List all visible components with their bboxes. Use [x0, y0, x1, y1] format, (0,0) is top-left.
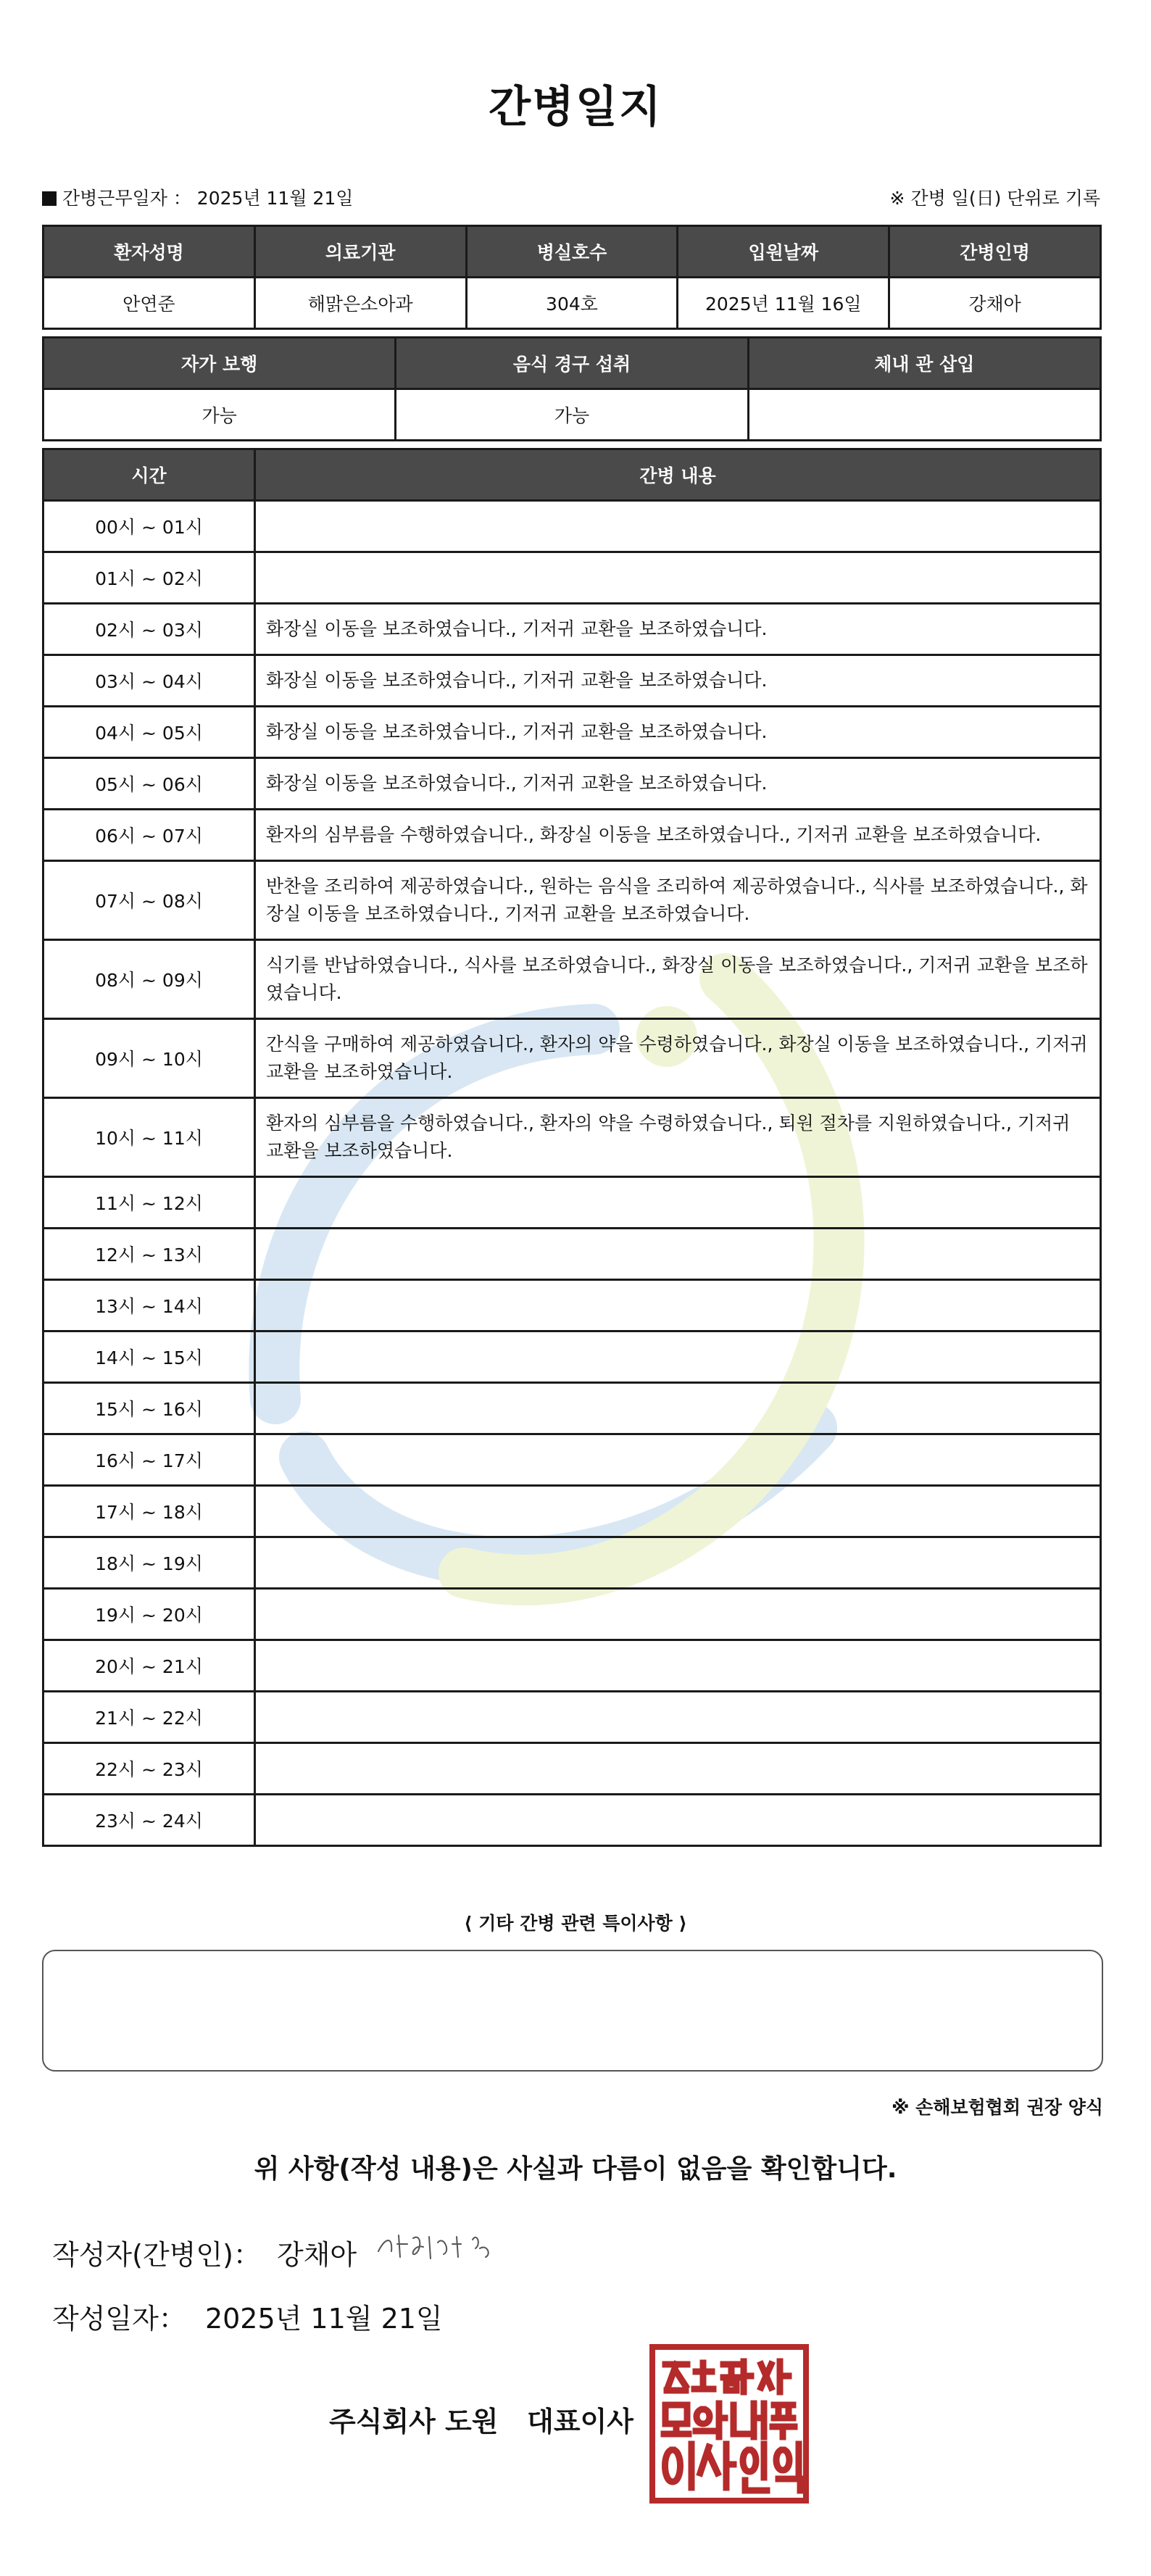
patient-ability-table	[42, 336, 1102, 441]
value-admission-date: 2025년 11월 16일	[678, 278, 889, 329]
confirmation-statement: 위 사항(작성 내용)은 사실과 다름이 없음을 확인합니다.	[254, 2154, 897, 2184]
care-log-row	[43, 1434, 1101, 1486]
care-log-content: 간식을 구매하여 제공하였습니다., 환자의 약을 수령하였습니다., 화장실 이동을 보조하였습니다., 기저귀 교환을 보조하였습니다.	[255, 1019, 1101, 1098]
care-log-content	[255, 1743, 1101, 1795]
care-log-header-row	[43, 449, 1101, 501]
care-log-row	[43, 1229, 1101, 1280]
care-log-row	[43, 501, 1101, 552]
care-log-content: 화장실 이동을 보조하였습니다., 기저귀 교환을 보조하였습니다.	[255, 604, 1101, 655]
care-log-row	[43, 1743, 1101, 1795]
document-title: 간병일지	[489, 82, 662, 133]
care-log-time: 08시 ~ 09시	[43, 940, 255, 1019]
writer-name: 강채아	[277, 2239, 357, 2271]
care-log-time: 23시 ~ 24시	[43, 1795, 255, 1846]
header-admission-date: 입원날짜	[678, 226, 889, 278]
care-log-time: 15시 ~ 16시	[43, 1383, 255, 1434]
form-source-note: ※ 손해보험협회 권장 양식	[892, 2097, 1103, 2118]
daily-record-note: ※ 간병 일(日) 단위로 기록	[889, 188, 1100, 209]
care-log-row	[43, 1589, 1101, 1640]
care-log-row	[43, 1795, 1101, 1846]
care-log-time: 16시 ~ 17시	[43, 1434, 255, 1486]
care-log-time: 09시 ~ 10시	[43, 1019, 255, 1098]
header-room: 병실호수	[466, 226, 678, 278]
care-log-row	[43, 1383, 1101, 1434]
care-log-time: 10시 ~ 11시	[43, 1098, 255, 1177]
care-log-content	[255, 1640, 1101, 1692]
special-notes-title: ⟨ 기타 간병 관련 특이사항 ⟩	[464, 1913, 687, 1934]
care-log-content: 화장실 이동을 보조하였습니다., 기저귀 교환을 보조하였습니다.	[255, 758, 1101, 810]
value-institution: 해맑은소아과	[254, 278, 466, 329]
care-log-content	[255, 1692, 1101, 1743]
care-log-time: 22시 ~ 23시	[43, 1743, 255, 1795]
care-log-row	[43, 1019, 1101, 1098]
care-log-time: 00시 ~ 01시	[43, 501, 255, 552]
handwritten-signature	[371, 2222, 516, 2266]
care-log-content	[255, 1795, 1101, 1846]
care-log-content: 반찬을 조리하여 제공하였습니다., 원하는 음식을 조리하여 제공하였습니다., 식사를 보조하였습니다., 화장실 이동을 보조하였습니다., 기저귀 교환을 보조하였습니다.	[255, 861, 1101, 940]
care-log-table	[42, 448, 1102, 1847]
care-log-body	[43, 501, 1101, 1846]
care-log-content	[255, 1229, 1101, 1280]
care-log-time: 04시 ~ 05시	[43, 707, 255, 758]
care-log-content	[255, 1589, 1101, 1640]
care-log-time: 12시 ~ 13시	[43, 1229, 255, 1280]
care-log-time: 01시 ~ 02시	[43, 552, 255, 604]
care-log-time: 03시 ~ 04시	[43, 655, 255, 707]
writer-label: 작성자(간병인)：	[52, 2239, 261, 2271]
care-log-time: 06시 ~ 07시	[43, 810, 255, 861]
care-log-content	[255, 1383, 1101, 1434]
company-representative: 주식회사 도원 대표이사	[329, 2406, 633, 2438]
written-date-label: 작성일자：	[52, 2303, 186, 2335]
care-log-content	[255, 1434, 1101, 1486]
care-log-content	[255, 552, 1101, 604]
header-caregiver-name: 간병인명	[889, 226, 1101, 278]
care-log-content: 화장실 이동을 보조하였습니다., 기저귀 교환을 보조하였습니다.	[255, 655, 1101, 707]
header-time: 시간	[43, 449, 255, 501]
header-care-content: 간병 내용	[255, 449, 1101, 501]
care-log-row	[43, 1280, 1101, 1331]
care-log-row	[43, 604, 1101, 655]
care-log-time: 21시 ~ 22시	[43, 1692, 255, 1743]
value-patient-name: 안연준	[43, 278, 255, 329]
care-log-time: 14시 ~ 15시	[43, 1331, 255, 1383]
care-log-row	[43, 707, 1101, 758]
care-log-content: 환자의 심부름을 수행하였습니다., 화장실 이동을 보조하였습니다., 기저귀 교환을 보조하였습니다.	[255, 810, 1101, 861]
care-log-time: 19시 ~ 20시	[43, 1589, 255, 1640]
care-log-row	[43, 1098, 1101, 1177]
care-log-time: 13시 ~ 14시	[43, 1280, 255, 1331]
care-log-content: 식기를 반납하였습니다., 식사를 보조하였습니다., 화장실 이동을 보조하였습니다., 기저귀 교환을 보조하였습니다.	[255, 940, 1101, 1019]
care-log-time: 20시 ~ 21시	[43, 1640, 255, 1692]
patient-info-value-row	[43, 278, 1101, 329]
patient-info-header-row	[43, 226, 1101, 278]
care-log-row	[43, 861, 1101, 940]
special-notes-content	[43, 1951, 1102, 1980]
care-log-row	[43, 1537, 1101, 1589]
care-log-time: 07시 ~ 08시	[43, 861, 255, 940]
care-log-content	[255, 1537, 1101, 1589]
patient-info-table	[42, 225, 1102, 330]
header-patient-name: 환자성명	[43, 226, 255, 278]
care-log-time: 11시 ~ 12시	[43, 1177, 255, 1229]
header-self-walking: 자가 보행	[43, 338, 396, 389]
square-bullet-icon	[42, 191, 57, 206]
work-date	[42, 184, 353, 210]
ability-header-row	[43, 338, 1101, 389]
value-caregiver-name: 강채아	[889, 278, 1101, 329]
care-log-content	[255, 1331, 1101, 1383]
value-room: 304호	[466, 278, 678, 329]
care-log-row	[43, 655, 1101, 707]
writer-line	[52, 2232, 357, 2272]
header-institution: 의료기관	[254, 226, 466, 278]
care-log-row	[43, 1486, 1101, 1537]
written-date-line	[52, 2296, 443, 2336]
work-date-label: 간병근무일자 ： 2025년 11월 21일	[62, 188, 354, 209]
care-log-row	[43, 552, 1101, 604]
written-date-value: 2025년 11월 21일	[204, 2303, 443, 2335]
special-notes-box	[42, 1950, 1103, 2072]
care-log-row	[43, 810, 1101, 861]
care-log-content	[255, 501, 1101, 552]
care-log-content	[255, 1280, 1101, 1331]
ability-value-row	[43, 389, 1101, 441]
value-oral-intake: 가능	[396, 389, 748, 441]
header-tube-insertion: 체내 관 삽입	[748, 338, 1100, 389]
value-self-walking: 가능	[43, 389, 396, 441]
care-log-row	[43, 758, 1101, 810]
care-log-content	[255, 1177, 1101, 1229]
care-log-row	[43, 1692, 1101, 1743]
company-seal-stamp	[648, 2343, 810, 2505]
care-log-time: 02시 ~ 03시	[43, 604, 255, 655]
care-log-content	[255, 1486, 1101, 1537]
care-log-time: 05시 ~ 06시	[43, 758, 255, 810]
care-log-row	[43, 1177, 1101, 1229]
care-log-row	[43, 940, 1101, 1019]
care-log-time: 18시 ~ 19시	[43, 1537, 255, 1589]
care-log-content: 화장실 이동을 보조하였습니다., 기저귀 교환을 보조하였습니다.	[255, 707, 1101, 758]
care-log-row	[43, 1331, 1101, 1383]
care-log-row	[43, 1640, 1101, 1692]
value-tube-insertion	[748, 389, 1100, 441]
care-log-content: 환자의 심부름을 수행하였습니다., 환자의 약을 수령하였습니다., 퇴원 절차를 지원하였습니다., 기저귀 교환을 보조하였습니다.	[255, 1098, 1101, 1177]
header-oral-intake: 음식 경구 섭취	[396, 338, 748, 389]
care-log-time: 17시 ~ 18시	[43, 1486, 255, 1537]
